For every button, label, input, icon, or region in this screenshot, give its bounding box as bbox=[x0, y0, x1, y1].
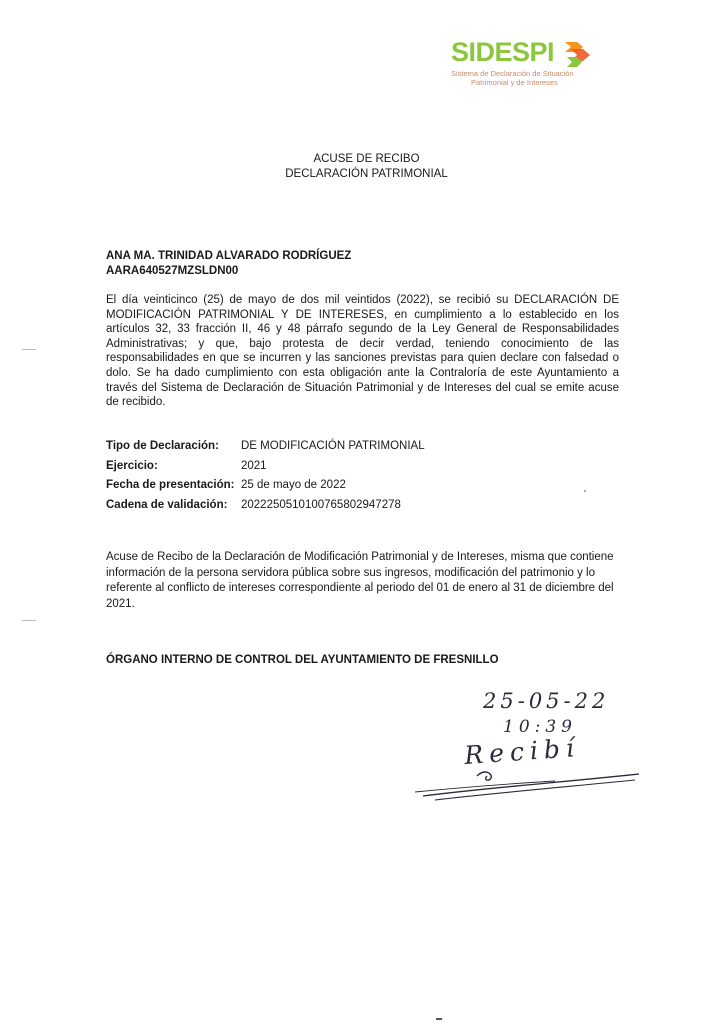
field-row bbox=[106, 496, 425, 516]
field-label: Tipo de Declaración: bbox=[106, 440, 219, 452]
heading-line-1: ACUSE DE RECIBO bbox=[313, 153, 420, 165]
handwritten-receipt-note bbox=[405, 680, 645, 810]
logo-subtitle: Sistema de Declaración de Situación Patrimonial y de Intereses bbox=[451, 69, 574, 87]
field-value: 25 de mayo de 2022 bbox=[241, 479, 346, 492]
declarant-name: ANA MA. TRINIDAD ALVARADO RODRÍGUEZ bbox=[106, 250, 352, 262]
field-row bbox=[106, 476, 425, 496]
field-label: Cadena de validación: bbox=[106, 498, 228, 511]
declaration-fields bbox=[106, 437, 425, 515]
sidespi-logo bbox=[451, 36, 601, 92]
signature-line-2 bbox=[435, 780, 635, 800]
signature-stroke bbox=[477, 772, 491, 780]
field-row bbox=[106, 457, 425, 477]
handwritten-date: 25-05-22 bbox=[483, 689, 610, 713]
field-value: 2021 bbox=[241, 459, 267, 472]
heading-line-2: DECLARACIÓN PATRIMONIAL bbox=[285, 168, 448, 180]
field-value: DE MODIFICACIÓN PATRIMONIAL bbox=[241, 440, 425, 452]
scan-speck bbox=[22, 620, 36, 621]
scan-speck bbox=[436, 1018, 442, 1020]
signature-line-3 bbox=[415, 781, 555, 792]
issuing-organ: ÓRGANO INTERNO DE CONTROL DEL AYUNTAMIENTO DE FRESNILLO bbox=[106, 654, 499, 666]
handwritten-time: 10:39 bbox=[503, 717, 577, 737]
scan-speck bbox=[22, 349, 36, 350]
declarant-rfc: AARA640527MZSLDN00 bbox=[106, 265, 239, 277]
receipt-paragraph: El día veinticinco (25) de mayo de dos mil veintidos (2022), se recibió su DECLARACIÓN DE MODIFICACIÓN PATRIMONIAL Y DE INTERESES, en cumplimiento a lo establecido en los artículos 32, 33 fracción II, 46 y 48 párrafo segundo de la Ley General de Responsabilidades Administrativas; y que, bajo protesta de decir verdad, teniendo conocimiento de las responsabilidades en que se incurren y las sanciones previstas para quien declare con falsedad o dolo. Se ha dado cumplimiento con esta obligación ante la Contraloría de este Ayuntamiento a través del Sistema de Declaración de Situación Patrimonial y de Intereses del cual se emite acuse de recibido. bbox=[106, 294, 619, 409]
handwritten-word: Recibí bbox=[463, 732, 581, 770]
logo-wordmark: SIDESPI bbox=[451, 37, 555, 67]
acknowledgement-paragraph: Acuse de Recibo de la Declaración de Modificación Patrimonial y de Intereses, misma que contiene información de la persona servidora pública sobre sus ingresos, modificación del patrimonio y lo referente al conflicto de intereses correspondiente al periodo del 01 de enero al 31 de diciembre del 2021. bbox=[106, 551, 614, 610]
signature-line-1 bbox=[423, 774, 639, 796]
field-label: Ejercicio: bbox=[106, 459, 158, 472]
field-value: 2022250510100765802947278 bbox=[241, 498, 401, 511]
field-row bbox=[106, 437, 425, 457]
document-heading bbox=[0, 152, 725, 182]
field-label: Fecha de presentación: bbox=[106, 479, 235, 492]
logo-arrows-icon bbox=[563, 38, 593, 68]
scan-speck bbox=[584, 490, 586, 492]
declarant-block bbox=[106, 249, 351, 279]
